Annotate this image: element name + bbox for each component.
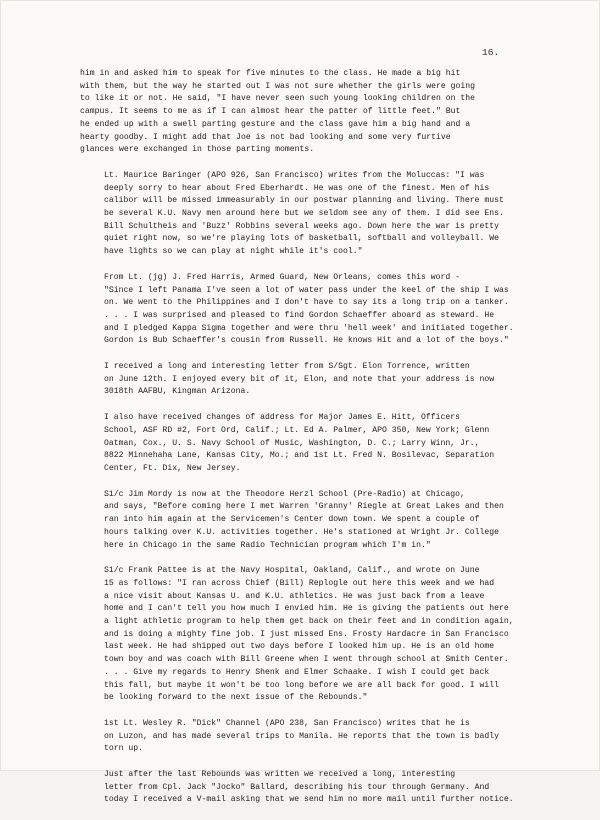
text-line: 15 as follows: "I ran across Chief (Bill) Replogle out here this week and we had — [104, 578, 495, 588]
text-line: calibor will be missed immeasurably in our postwar planning and living. There must — [104, 196, 504, 206]
text-line: be looking forward to the next issue of the Rebounds." — [104, 693, 368, 703]
text-line: 8822 Minnehaha Lane, Kansas City, Mo.; and 1st Lt. Fred N. Bosilevac, Separation — [104, 451, 495, 461]
text-line: Just after the last Rebounds was written we received a long, interesting — [104, 770, 456, 780]
text-line: From Lt. (jg) J. Fred Harris, Armed Guard, New Orleans, comes this word - — [104, 272, 461, 282]
text-line: "Since I left Panama I've seen a lot of water pass under the keel of the ship I was — [104, 285, 509, 295]
text-line: town boy and was coach with Bill Greene when I went through school at Smith Center. — [104, 655, 509, 665]
text-line: home and I can't tell you how much I envied him. He is giving the patients out here — [104, 604, 509, 614]
paragraph — [80, 718, 538, 756]
text-line: with them, but the way he started out I was not sure whether the girls were going — [80, 81, 476, 91]
text-line: be several K.U. Navy men around here but we seldom see any of them. I did see Ens. — [104, 209, 504, 219]
text-line: . . . I was surprised and pleased to find Gordon Schaeffer aboard as steward. He — [104, 310, 495, 320]
text-line: Lt. Maurice Baringer (APO 926, San Francisco) writes from the Moluccas: "I was — [104, 170, 485, 180]
paragraph — [80, 769, 538, 807]
text-line: S1/c Frank Pattee is at the Navy Hospital, Oakland, Calif., and wrote on June — [104, 566, 480, 576]
text-line: hours talking over K.U. activities together. He's stationed at Wright Jr. College — [104, 527, 500, 537]
text-line: him in and asked him to speak for five minutes to the class. He made a big hit — [80, 69, 461, 78]
text-line: today I received a V-mail asking that we send him no more mail until further notice. — [104, 795, 514, 805]
text-line: I also have received changes of address for Major James E. Hitt, Officers — [104, 413, 461, 423]
page-number: 16. — [482, 47, 500, 58]
text-line: and is doing a mighty fine job. I just missed Ens. Frosty Hardacre in San Francisco — [104, 629, 509, 639]
text-line: on June 12th. I enjoyed every bit of it, Elon, and note that your address is now — [104, 374, 495, 384]
text-line: he ended up with a swell parting gesture and the class gave him a big hand and a — [80, 119, 471, 129]
paragraph — [80, 489, 538, 553]
text-line: School, ASF RD #2, Fort Ord, Calif.; Lt. Ed A. Palmer, APO 350, New York; Glenn — [104, 425, 490, 435]
paragraph — [80, 68, 538, 157]
text-line: Gordon is Bub Schaeffer's cousin from Russell. He knows Hit and a lot of the boys." — [104, 336, 509, 346]
text-line: torn up. — [104, 744, 144, 754]
paragraph — [80, 565, 538, 705]
text-line: this fall, but maybe it won't be too long before we are all back for good. I will — [104, 680, 500, 690]
text-line: have lights so we can play at night while it's cool." — [104, 247, 363, 257]
text-line: deeply sorry to hear about Fred Eberhardt. He was one of the finest. Men of his — [104, 183, 490, 193]
text-line: S1/c Jim Mordy is now at the Theodore Herzl School (Pre-Radio) at Chicago, — [104, 489, 465, 499]
text-line: campus. It seems to me as if I can almost hear the patter of little feet." But — [80, 107, 461, 117]
text-line: . . . Give my regards to Henry Shenk and Elmer Schaake. I wish I could get back — [104, 667, 490, 677]
text-line: and says, "Before coming here I met Warren 'Granny' Riegle at Great Lakes and then — [104, 502, 504, 512]
text-line: and I pledged Kappa Sigma together and were thru 'hell week' and initiated together. — [104, 323, 514, 333]
text-line: 3018th AAFBU, Kingman Arizona. — [104, 387, 251, 397]
paragraph — [80, 361, 538, 399]
text-line: I received a long and interesting letter from S/Sgt. Elon Torrence, written — [104, 362, 470, 372]
text-line: ran into him again at the Servicemen's Center down town. We spent a couple of — [104, 515, 480, 525]
text-line: a light athletic program to help them get back on their feet and in condition again, — [104, 617, 514, 627]
text-line: to like it or not. He said, "I have never seen such young looking children on the — [80, 94, 476, 104]
text-line: glances were exchanged in those parting moments. — [80, 145, 315, 155]
paragraph — [80, 412, 538, 476]
text-line: on. We went to the Philippines and I don't have to say its a long trip on a tanker. — [104, 298, 509, 308]
text-line: Center, Ft. Dix, New Jersey. — [104, 463, 241, 473]
paragraph — [80, 170, 538, 259]
text-line: letter from Cpl. Jack "Jocko" Ballard, describing his tour through Germany. And — [104, 782, 490, 792]
paragraph — [80, 272, 538, 348]
text-line: 1st Lt. Wesley R. "Dick" Channel (APO 238, San Francisco) writes that he is — [104, 718, 470, 728]
text-line: last week. He had shipped out two days before I looked him up. He is an old home — [104, 642, 495, 652]
letter-body — [80, 68, 538, 820]
text-line: quiet right now, so we're playing lots of basketball, softball and volleyball. We — [104, 234, 500, 244]
text-line: Bill Schultheis and 'Buzz' Robbins several weeks ago. Down here the war is pretty — [104, 221, 500, 231]
text-line: hearty goodby. I might add that Joe is not bad looking and some very furtive — [80, 132, 451, 142]
text-line: on Luzon, and has made several trips to Manila. He reports that the town is badly — [104, 731, 500, 741]
text-line: a nice visit about Kansas U. and K.U. athletics. He was just back from a leave — [104, 591, 485, 601]
text-line: Oatman, Cox., U. S. Navy School of Music, Washington, D. C.; Larry Winn, Jr., — [104, 438, 480, 448]
text-line: here in Chicago in the same Radio Technician program which I'm in." — [104, 540, 431, 550]
